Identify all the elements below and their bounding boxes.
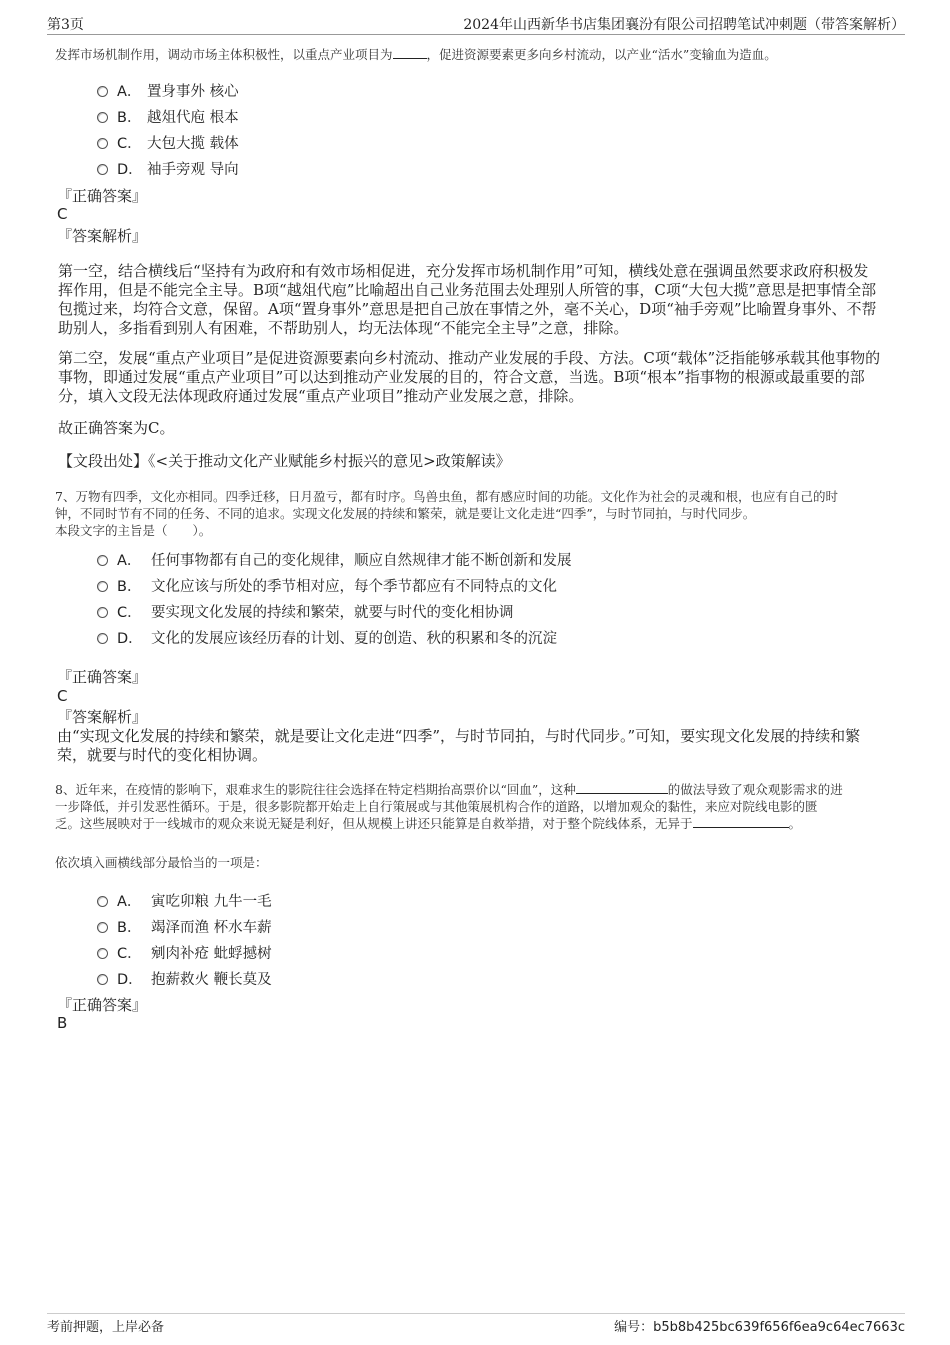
- footer-slogan: 考前押题，上岸必备: [47, 1320, 165, 1335]
- document-title: 2024年山西新华书店集团襄汾有限公司招聘笔试冲刺题（带答案解析）: [463, 17, 905, 33]
- q8-answer: B: [57, 1014, 68, 1032]
- document-id: b5b8b425bc639f656f6ea9c64ec7663c: [653, 1320, 905, 1335]
- q8-option-b[interactable]: B． 竭泽而渔 杯水车薪: [97, 916, 272, 937]
- q6-option-c[interactable]: C． 大包大揽 载体: [97, 132, 239, 153]
- q8-option-c[interactable]: C． 剜肉补疮 蚍蜉撼树: [97, 942, 272, 963]
- q7-option-c[interactable]: C． 要实现文化发展的持续和繁荣，就要与时代的变化相协调: [97, 601, 514, 622]
- q6-analysis-paragraph-2: 第二空，发展“重点产业项目”是促进资源要素向乡村流动、推动产业发展的手段、方法。C项“载体”泛指能够承载其他事物的 事物，即通过发展“重点产业项目”可以达到推动产业发展的目的，符合文意，当选。B项“根本”指事物的根源或最重要的部 分，填入文段无法体现政府通过发展“重点产业项目”推动产业发展之意，排除。: [58, 349, 881, 405]
- radio-icon[interactable]: [97, 138, 108, 149]
- q8-prompt: 依次填入画横线部分最恰当的一项是：: [55, 855, 268, 870]
- q7-stem: 7、万物有四季，文化亦相同。四季迁移，日月盈亏，都有时序。鸟兽虫鱼，都有感应时间的功能。文化作为社会的灵魂和根，也应有自己的时 钟，不同时节有不同的任务、不同的追求。实现文化发展的持续和繁荣，就是要让文化走进“四季”，与时节同拍，与时代同步。 本段文字的主旨是（ ）。: [55, 489, 838, 538]
- q6-option-d[interactable]: D． 袖手旁观 导向: [97, 158, 239, 179]
- q8-option-d[interactable]: D． 抱薪救火 鞭长莫及: [97, 968, 272, 989]
- q6-answer: C: [57, 205, 68, 223]
- page-header: [47, 14, 905, 35]
- radio-icon[interactable]: [97, 948, 108, 959]
- radio-icon[interactable]: [97, 164, 108, 175]
- radio-icon[interactable]: [97, 555, 108, 566]
- radio-icon[interactable]: [97, 581, 108, 592]
- q6-option-b[interactable]: B． 越俎代庖 根本: [97, 106, 239, 127]
- q7-analysis: 由“实现文化发展的持续和繁荣，就是要让文化走进“四季”，与时节同拍，与时代同步。”可知，要实现文化发展的持续和繁 荣，就要与时代的变化相协调。: [57, 727, 861, 764]
- radio-icon[interactable]: [97, 896, 108, 907]
- page-number: 第3页: [47, 17, 84, 33]
- q7-answer: C: [57, 687, 68, 705]
- q8-blank-2: [693, 815, 789, 828]
- radio-icon[interactable]: [97, 112, 108, 123]
- q6-conclusion: 故正确答案为C。: [58, 419, 175, 437]
- radio-icon[interactable]: [97, 974, 108, 985]
- q7-option-a[interactable]: A． 任何事物都有自己的变化规律，顺应自然规律才能不断创新和发展: [97, 549, 572, 570]
- q6-source: 【文段出处】《<关于推动文化产业赋能乡村振兴的意见>政策解读》: [58, 452, 511, 470]
- q7-option-b[interactable]: B． 文化应该与所处的季节相对应，每个季节都应有不同特点的文化: [97, 575, 557, 596]
- radio-icon[interactable]: [97, 607, 108, 618]
- q6-option-a[interactable]: A． 置身事外 核心: [97, 80, 239, 101]
- radio-icon[interactable]: [97, 922, 108, 933]
- radio-icon[interactable]: [97, 86, 108, 97]
- radio-icon[interactable]: [97, 633, 108, 644]
- q8-answer-title: 『正确答案』: [57, 996, 148, 1014]
- q8-blank-1: [576, 781, 668, 794]
- q7-answer-title: 『正确答案』: [57, 668, 148, 686]
- q7-analysis-title: 『答案解析』: [57, 708, 148, 726]
- q8-option-a[interactable]: A． 寅吃卯粮 九牛一毛: [97, 890, 272, 911]
- q6-stem: 发挥市场机制作用，调动市场主体积极性，以重点产业项目为 ，促进资源要素更多向乡村流动，以产业“活水”变输血为造血。: [55, 47, 777, 62]
- q6-blank: [393, 46, 427, 59]
- q7-option-d[interactable]: D． 文化的发展应该经历春的计划、夏的创造、秋的积累和冬的沉淀: [97, 627, 557, 648]
- q6-answer-title: 『正确答案』: [57, 187, 148, 205]
- q6-analysis-title: 『答案解析』: [57, 227, 148, 245]
- q8-stem: 8、近年来，在疫情的影响下，艰难求生的影院往往会选择在特定档期抬高票价以“回血”，这种 的做法导致了观众观影需求的进 一步降低，并引发恶性循环。于是，很多影院都开始走上自行策展或与其他策展机构合作的道路，以增加观众的黏性，来应对院线电影的匮 乏。这些展映对于一线城市的观众来说无疑是利好，但从规模上讲还只能算是自救举措，对于整个院线体系，无异于 。: [55, 782, 843, 831]
- q6-analysis-paragraph-1: 第一空，结合横线后“坚持有为政府和有效市场相促进，充分发挥市场机制作用”可知，横线处意在强调虽然要求政府积极发 挥作用，但是不能完全主导。B项“越俎代庖”比喻超出自己业务范围去处理别人所管的事，C项“大包大揽”意思是把事情全部 包揽过来，均符合文意，保留。A项“置身事外”意思是把自己放在事情之外，毫不关心，D项“袖手旁观”比喻置身事外、不帮 助别人，多指看到别人有困难，不帮助别人，均无法体现“不能完全主导”之意，排除。: [58, 262, 877, 337]
- page-footer: [47, 1313, 905, 1334]
- footer-code: 编号：b5b8b425bc639f656f6ea9c64ec7663c: [614, 1320, 905, 1335]
